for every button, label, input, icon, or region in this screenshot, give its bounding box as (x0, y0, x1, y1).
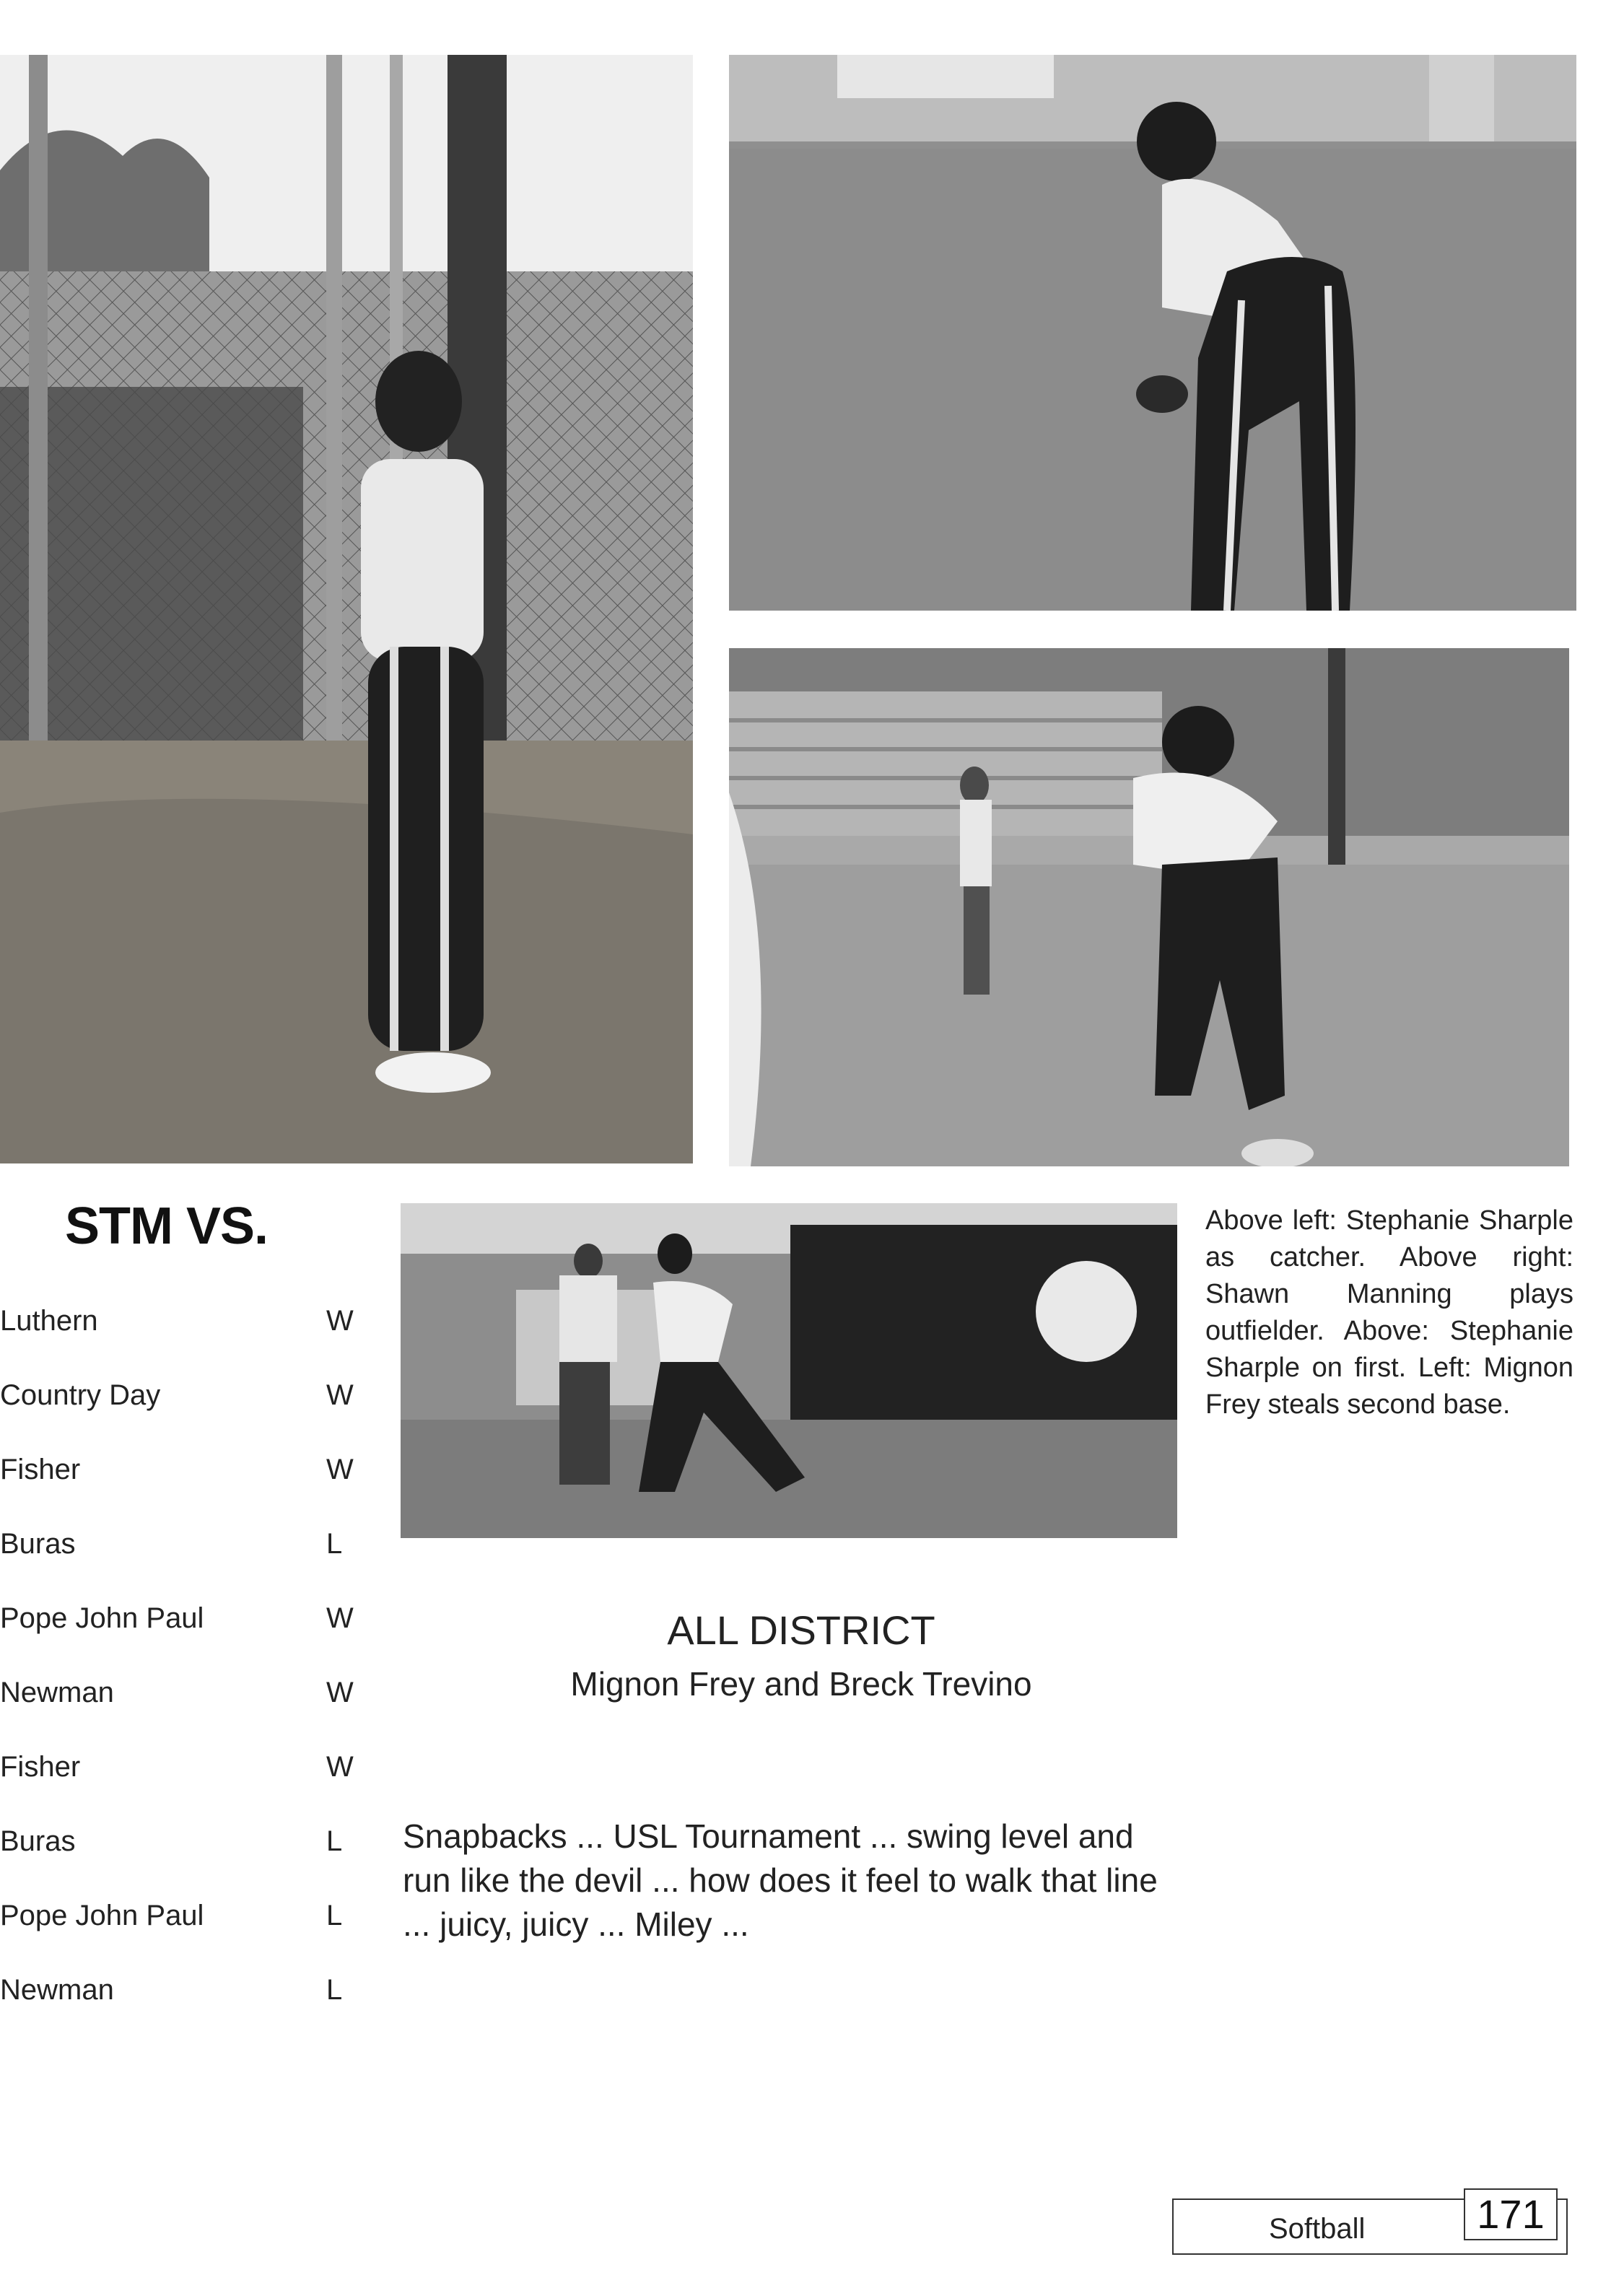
schedule-result: W (326, 1677, 354, 1708)
schedule-result: W (326, 1305, 354, 1337)
photo-steal (401, 1203, 1177, 1538)
schedule-result: W (326, 1379, 354, 1411)
schedule-result: W (326, 1602, 354, 1634)
schedule-result: L (326, 1900, 343, 1931)
schedule-result: L (326, 1974, 343, 2006)
schedule-result: W (326, 1454, 354, 1485)
schedule-result: L (326, 1825, 343, 1857)
schedule-row (0, 1825, 404, 1900)
snapbacks-text: Snapbacks ... USL Tournament ... swing level and run like the devil ... how does it feel to walk that line ... juicy, juicy ... Miley ... (403, 1817, 1158, 1943)
schedule-row (0, 1751, 404, 1825)
schedule-row (0, 1602, 404, 1677)
schedule-opponent: Luthern (0, 1305, 98, 1337)
schedule-title: STM VS. (65, 1197, 269, 1255)
schedule-opponent: Buras (0, 1528, 76, 1560)
schedule-row (0, 1528, 404, 1602)
footer-section-label: Softball (1269, 2213, 1366, 2245)
schedule-row (0, 1677, 404, 1751)
schedule-opponent: Pope John Paul (0, 1900, 204, 1931)
schedule-list (0, 1305, 404, 2048)
schedule-row (0, 1974, 404, 2048)
schedule-opponent: Newman (0, 1974, 114, 2006)
schedule-opponent: Fisher (0, 1751, 81, 1783)
all-district-title: ALL DISTRICT (667, 1607, 935, 1653)
schedule-opponent: Country Day (0, 1379, 161, 1411)
photo-outfield (729, 55, 1576, 611)
schedule-opponent: Pope John Paul (0, 1602, 204, 1634)
photo-firstbase (729, 648, 1569, 1166)
page-number: 171 (1464, 2188, 1558, 2240)
schedule-opponent: Buras (0, 1825, 76, 1857)
photo-caption: Above left: Stephanie Sharple as catcher. Above right: Shawn Manning plays outfielder. Above: Stephanie Sharple on first. Left: Mignon Frey steals second base. (1205, 1205, 1573, 1420)
all-district-names: Mignon Frey and Breck Trevino (570, 1665, 1032, 1703)
schedule-result: L (326, 1528, 343, 1560)
schedule-row (0, 1379, 404, 1454)
photo-catcher (0, 55, 693, 1163)
schedule-row (0, 1454, 404, 1528)
schedule-opponent: Newman (0, 1677, 114, 1708)
schedule-row (0, 1305, 404, 1379)
schedule-row (0, 1900, 404, 1974)
schedule-opponent: Fisher (0, 1454, 81, 1485)
schedule-result: W (326, 1751, 354, 1783)
